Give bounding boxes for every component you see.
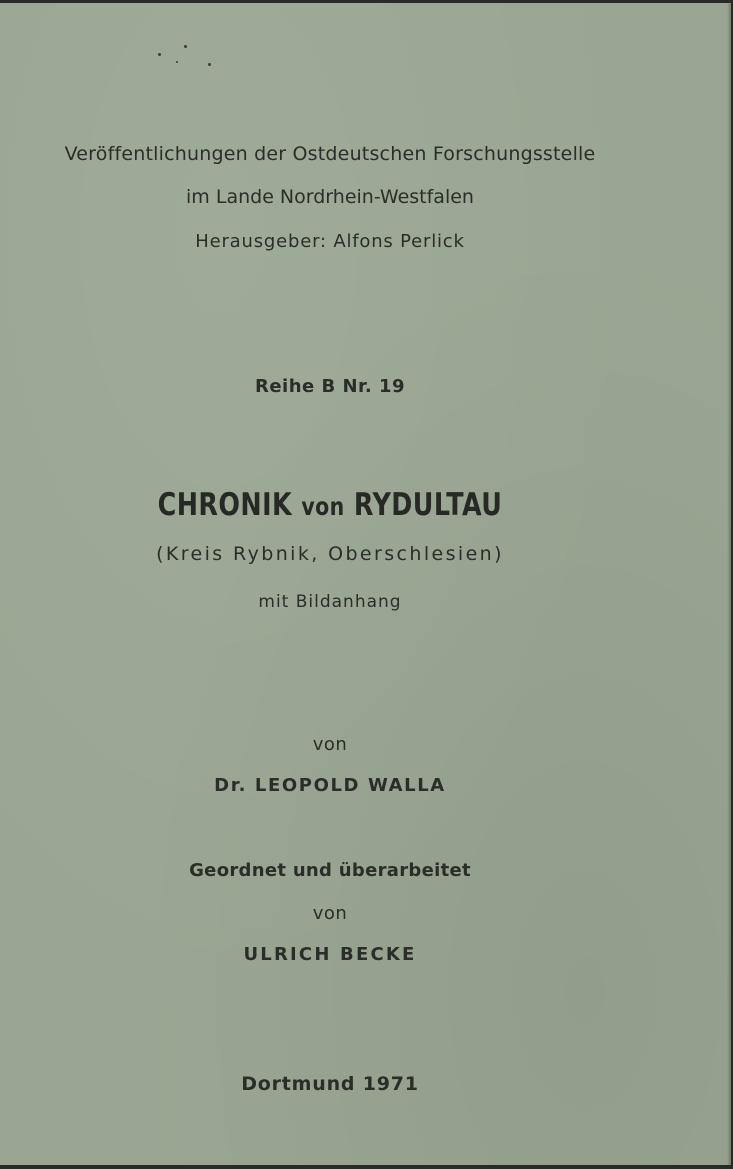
ink-speck [208, 63, 211, 66]
book-cover [0, 3, 731, 1165]
page-edge-shadow [727, 3, 731, 1165]
ink-speck [184, 45, 187, 48]
ink-speck [176, 61, 178, 63]
series-title-line-2: im Lande Nordrhein-Westfalen [186, 186, 474, 208]
by-label: von [312, 734, 348, 755]
appendix-note: mit Bildanhang [258, 592, 402, 612]
title-word-rydultau: RYDULTAU [353, 487, 503, 523]
author-name: Dr. LEOPOLD WALLA [214, 775, 446, 796]
book-title [59, 487, 600, 523]
ink-speck [158, 53, 161, 56]
book-subtitle: (Kreis Rybnik, Oberschlesien) [156, 543, 504, 565]
series-number: Reihe B Nr. 19 [254, 376, 406, 397]
place-and-year: Dortmund 1971 [241, 1073, 419, 1095]
reviser-name: ULRICH BECKE [243, 944, 417, 965]
title-word-chronik: CHRONIK [157, 487, 293, 523]
by-label-2: von [312, 903, 348, 924]
series-title-line-1: Veröffentlichungen der Ostdeutschen Forschungsstelle [64, 143, 596, 165]
arranged-note: Geordnet und überarbeitet [189, 860, 471, 881]
editor-line: Herausgeber: Alfons Perlick [195, 231, 465, 252]
title-word-von: von [301, 492, 345, 521]
